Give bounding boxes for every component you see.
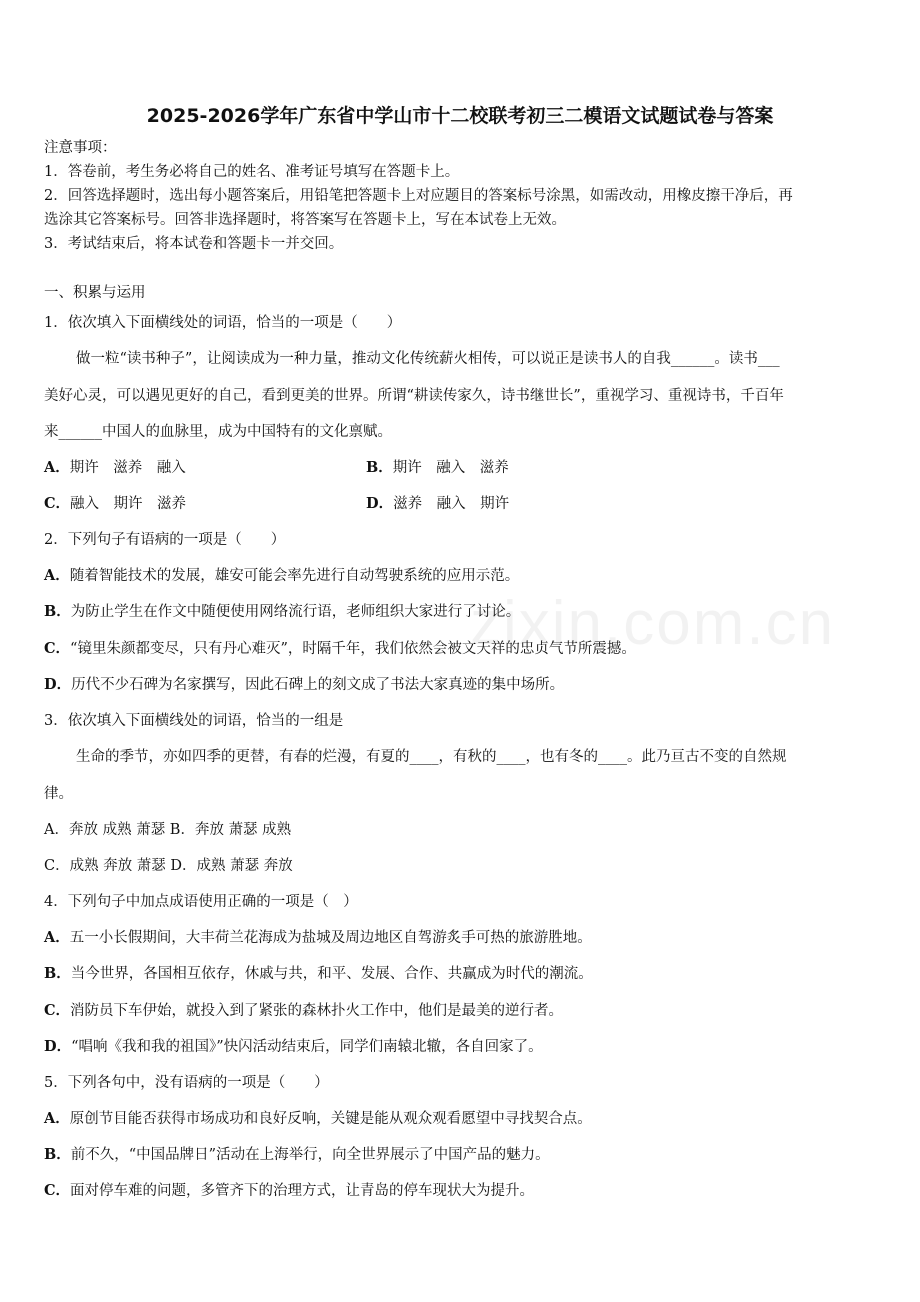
notice-item: 2．回答选择题时，选出每小题答案后，用铅笔把答题卡上对应题目的答案标号涂黑，如需改动，用橡皮擦干净后，再 bbox=[44, 188, 793, 204]
option-b bbox=[366, 458, 509, 478]
option-text: 随着智能技术的发展，雄安可能会率先进行自动驾驶系统的应用示范。 bbox=[69, 568, 520, 584]
question-2-stem: 2．下列句子有语病的一项是（ ） bbox=[44, 532, 286, 548]
notice-heading: 注意事项： bbox=[44, 140, 117, 156]
option-text: 融入 期许 滋养 bbox=[70, 496, 187, 512]
option-a bbox=[44, 1109, 592, 1129]
question-5-stem: 5．下列各句中，没有语病的一项是（ ） bbox=[44, 1075, 329, 1091]
option-d bbox=[44, 675, 564, 695]
option-a bbox=[44, 566, 519, 586]
option-label: A． bbox=[44, 929, 70, 946]
option-c bbox=[44, 1181, 534, 1201]
option-text: 当今世界，各国相互依存，休戚与共，和平、发展、合作、共赢成为时代的潮流。 bbox=[70, 966, 593, 982]
option-label: D． bbox=[366, 495, 394, 512]
question-1-passage: 做一粒“读书种子”，让阅读成为一种力量，推动文化传统薪火相传，可以说正是读书人的自我______。读书___ bbox=[76, 351, 780, 367]
notice-item: 1．答卷前，考生务必将自己的姓名、准考证号填写在答题卡上。 bbox=[44, 164, 460, 180]
option-a bbox=[44, 928, 592, 948]
question-1-stem: 1．依次填入下面横线处的词语，恰当的一项是（ ） bbox=[44, 315, 402, 331]
option-text: 期许 融入 滋养 bbox=[392, 460, 509, 476]
question-1-passage: 来______中国人的血脉里，成为中国特有的文化禀赋。 bbox=[44, 424, 392, 440]
option-text: 消防员下车伊始，就投入到了紧张的森林扑火工作中，他们是最美的逆行者。 bbox=[70, 1003, 564, 1019]
option-c bbox=[44, 639, 636, 659]
option-text: “唱响《我和我的祖国》”快闪活动结束后，同学们南辕北辙，各自回家了。 bbox=[71, 1039, 543, 1055]
option-text: 期许 滋养 融入 bbox=[69, 460, 186, 476]
option-label: A． bbox=[44, 459, 70, 476]
option-b bbox=[44, 602, 520, 622]
option-b bbox=[44, 1145, 550, 1165]
option-label: B． bbox=[44, 1146, 71, 1163]
option-text: 五一小长假期间，大丰荷兰花海成为盐城及周边地区自驾游炙手可热的旅游胜地。 bbox=[69, 930, 592, 946]
option-text: 前不久，“中国品牌日”活动在上海举行，向全世界展示了中国产品的魅力。 bbox=[70, 1147, 550, 1163]
option-c bbox=[44, 494, 186, 514]
question-3-stem: 3．依次填入下面横线处的词语，恰当的一组是 bbox=[44, 713, 344, 729]
option-text: 历代不少石碑为名家撰写，因此石碑上的刻文成了书法大家真迹的集中场所。 bbox=[71, 677, 565, 693]
options-line: A．奔放 成熟 萧瑟 B．奔放 萧瑟 成熟 bbox=[44, 822, 292, 838]
option-label: D． bbox=[44, 1038, 72, 1055]
question-3-passage: 生命的季节，亦如四季的更替，有春的烂漫，有夏的____，有秋的____，也有冬的____。此乃亘古不变的自然规 bbox=[76, 749, 787, 765]
option-label: D． bbox=[44, 676, 72, 693]
option-label: C． bbox=[44, 1182, 71, 1199]
page-title: 2025-2026学年广东省中学山市十二校联考初三二模语文试题试卷与答案 bbox=[146, 105, 774, 127]
option-label: A． bbox=[44, 567, 70, 584]
section-heading: 一、积累与运用 bbox=[44, 285, 146, 301]
option-label: C． bbox=[44, 640, 71, 657]
option-text: 滋养 融入 期许 bbox=[393, 496, 510, 512]
option-text: 面对停车难的问题，多管齐下的治理方式，让青岛的停车现状大为提升。 bbox=[70, 1183, 535, 1199]
option-label: C． bbox=[44, 1002, 71, 1019]
option-label: A． bbox=[44, 1110, 70, 1127]
option-d bbox=[44, 1037, 543, 1057]
options-line: C．成熟 奔放 萧瑟 D．成熟 萧瑟 奔放 bbox=[44, 858, 293, 874]
option-c bbox=[44, 1001, 563, 1021]
option-label: B． bbox=[44, 965, 71, 982]
option-a bbox=[44, 458, 186, 478]
option-label: B． bbox=[44, 603, 71, 620]
option-b bbox=[44, 964, 593, 984]
option-text: 原创节目能否获得市场成功和良好反响，关键是能从观众观看愿望中寻找契合点。 bbox=[69, 1111, 592, 1127]
notice-item: 选涂其它答案标号。回答非选择题时，将答案写在答题卡上，写在本试卷上无效。 bbox=[44, 212, 566, 228]
notice-item: 3．考试结束后，将本试卷和答题卡一并交回。 bbox=[44, 236, 344, 252]
option-label: B． bbox=[366, 459, 393, 476]
question-3-passage: 律。 bbox=[44, 786, 73, 802]
question-4-stem: 4．下列句子中加点成语使用正确的一项是（ ） bbox=[44, 894, 358, 910]
option-label: C． bbox=[44, 495, 71, 512]
option-text: 为防止学生在作文中随便使用网络流行语，老师组织大家进行了讨论。 bbox=[70, 604, 521, 620]
question-1-passage: 美好心灵，可以遇见更好的自己，看到更美的世界。所谓“耕读传家久，诗书继世长”，重视学习、重视诗书，千百年 bbox=[44, 388, 784, 404]
option-text: “镜里朱颜都变尽，只有丹心难灭”，时隔千年，我们依然会被文天祥的忠贞气节所震撼。 bbox=[70, 641, 636, 657]
watermark: zixin.com.cn bbox=[470, 589, 836, 658]
option-d bbox=[366, 494, 509, 514]
